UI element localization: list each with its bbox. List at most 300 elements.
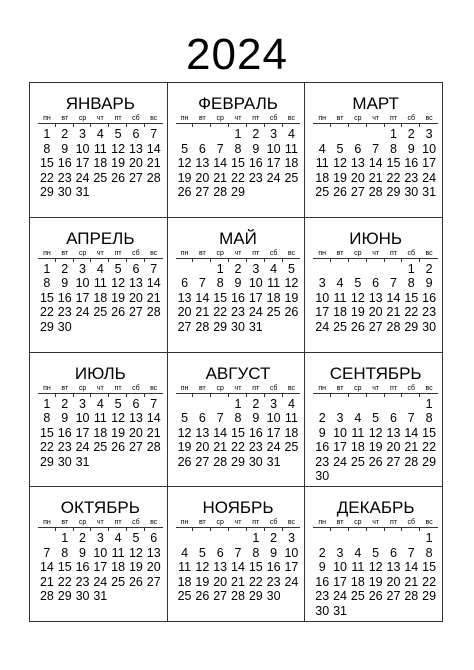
weekday-label: вт bbox=[61, 384, 69, 392]
day-cell: 20 bbox=[146, 560, 161, 575]
empty-cell bbox=[349, 397, 367, 412]
day-cell: 26 bbox=[368, 589, 383, 604]
day-grid bbox=[313, 127, 438, 200]
day-cell: 8 bbox=[43, 141, 51, 156]
weekday-label: пт bbox=[389, 249, 397, 257]
day-cell: 21 bbox=[195, 305, 210, 320]
day-cell: 18 bbox=[177, 574, 192, 589]
day-cell: 17 bbox=[75, 156, 90, 170]
day-cell: 20 bbox=[128, 425, 143, 440]
day-cell: 25 bbox=[315, 185, 330, 199]
day-cell: 8 bbox=[43, 276, 51, 291]
weekday-header bbox=[313, 115, 438, 123]
day-cell: 30 bbox=[57, 319, 72, 334]
day-cell: 24 bbox=[75, 440, 90, 454]
month-block bbox=[168, 83, 306, 218]
day-cell: 29 bbox=[422, 454, 437, 469]
empty-cell bbox=[176, 531, 194, 546]
weekday-label: сб bbox=[132, 249, 140, 257]
weekday-label: чт bbox=[234, 115, 242, 122]
day-cell: 12 bbox=[111, 411, 126, 425]
weekday-label: вс bbox=[287, 115, 295, 122]
weekday-header bbox=[176, 385, 301, 393]
weekday-label: чт bbox=[234, 384, 242, 392]
weekday-label: вс bbox=[150, 519, 158, 527]
day-cell: 12 bbox=[111, 276, 126, 291]
day-cell: 26 bbox=[177, 454, 192, 469]
day-cell: 11 bbox=[333, 290, 347, 305]
day-cell: 19 bbox=[177, 170, 192, 185]
day-cell: 11 bbox=[284, 141, 298, 156]
day-cell: 9 bbox=[407, 141, 415, 156]
day-cell: 10 bbox=[75, 276, 90, 291]
weekday-header bbox=[176, 250, 301, 258]
day-cell: 24 bbox=[333, 589, 347, 604]
day-cell: 3 bbox=[336, 545, 344, 560]
day-cell: 6 bbox=[389, 411, 397, 425]
day-cell: 5 bbox=[114, 261, 122, 276]
day-cell: 7 bbox=[389, 276, 397, 291]
day-grid bbox=[176, 262, 301, 335]
weekday-label: чт bbox=[96, 115, 104, 122]
day-cell: 1 bbox=[43, 396, 51, 411]
day-cell: 21 bbox=[146, 290, 161, 305]
day-cell: 29 bbox=[39, 185, 54, 199]
day-cell: 7 bbox=[150, 396, 158, 411]
day-cell: 31 bbox=[333, 603, 347, 618]
day-cell: 15 bbox=[39, 156, 54, 170]
day-cell: 12 bbox=[195, 560, 210, 575]
empty-cell bbox=[176, 127, 194, 142]
day-cell: 17 bbox=[284, 560, 299, 575]
day-cell: 13 bbox=[128, 141, 143, 156]
day-cell: 10 bbox=[333, 425, 347, 440]
day-cell: 29 bbox=[386, 185, 401, 199]
day-cell: 11 bbox=[93, 411, 107, 425]
day-cell: 7 bbox=[234, 545, 242, 560]
day-cell: 2 bbox=[270, 531, 278, 546]
empty-cell bbox=[313, 397, 331, 412]
day-cell: 3 bbox=[270, 127, 278, 141]
day-cell: 24 bbox=[333, 454, 347, 469]
empty-cell bbox=[331, 531, 349, 546]
day-cell: 19 bbox=[284, 290, 299, 305]
weekday-label: пт bbox=[389, 115, 397, 122]
day-grid bbox=[313, 397, 438, 484]
day-cell: 4 bbox=[354, 545, 362, 560]
day-cell: 25 bbox=[350, 454, 365, 469]
day-cell: 3 bbox=[96, 531, 104, 546]
day-cell: 12 bbox=[128, 545, 143, 560]
weekday-label: ср bbox=[216, 384, 224, 392]
day-cell: 9 bbox=[252, 411, 260, 425]
weekday-label: пн bbox=[318, 249, 327, 257]
day-cell: 2 bbox=[234, 261, 242, 276]
day-cell: 29 bbox=[404, 319, 419, 334]
day-cell: 23 bbox=[266, 574, 281, 589]
day-cell: 21 bbox=[213, 170, 228, 185]
day-cell: 5 bbox=[132, 531, 140, 546]
day-cell: 27 bbox=[128, 440, 143, 454]
weekday-label: пн bbox=[43, 249, 51, 257]
day-cell: 14 bbox=[195, 290, 210, 305]
weekday-label: пн bbox=[180, 384, 189, 392]
day-cell: 6 bbox=[150, 531, 158, 546]
weekday-label: чт bbox=[96, 519, 104, 527]
day-cell: 15 bbox=[39, 290, 54, 305]
day-cell: 28 bbox=[368, 185, 383, 199]
weekday-label: вт bbox=[61, 249, 69, 257]
day-cell: 10 bbox=[248, 276, 263, 291]
day-cell: 1 bbox=[61, 531, 69, 546]
day-cell: 3 bbox=[287, 531, 295, 546]
day-cell: 31 bbox=[75, 185, 90, 199]
day-cell: 16 bbox=[422, 290, 437, 305]
empty-cell bbox=[385, 531, 403, 546]
day-cell: 15 bbox=[422, 560, 437, 575]
day-cell: 2 bbox=[61, 396, 69, 411]
weekday-header bbox=[176, 519, 301, 527]
day-cell: 13 bbox=[128, 411, 143, 425]
day-cell: 22 bbox=[248, 574, 263, 589]
day-cell: 16 bbox=[248, 425, 263, 440]
weekday-label: сб bbox=[269, 115, 278, 122]
day-cell: 5 bbox=[181, 141, 189, 156]
day-cell: 23 bbox=[57, 440, 72, 454]
day-cell: 6 bbox=[389, 545, 397, 560]
day-cell: 25 bbox=[333, 319, 347, 334]
day-cell: 24 bbox=[284, 574, 299, 589]
day-cell: 16 bbox=[231, 290, 245, 305]
weekday-label: пн bbox=[43, 384, 51, 392]
weekday-label: пт bbox=[389, 384, 397, 392]
day-cell: 11 bbox=[351, 425, 365, 440]
empty-cell bbox=[331, 262, 349, 277]
empty-cell bbox=[313, 127, 331, 142]
day-cell: 5 bbox=[354, 276, 362, 291]
day-cell: 2 bbox=[61, 127, 69, 141]
day-cell: 25 bbox=[177, 589, 192, 604]
day-cell: 20 bbox=[213, 574, 228, 589]
empty-cell bbox=[176, 262, 194, 277]
day-cell: 28 bbox=[195, 319, 210, 334]
weekday-label: пн bbox=[318, 115, 327, 122]
day-cell: 10 bbox=[266, 141, 281, 156]
day-cell: 1 bbox=[407, 261, 415, 276]
day-cell: 7 bbox=[372, 141, 380, 156]
day-cell: 20 bbox=[350, 170, 365, 185]
day-cell: 12 bbox=[333, 156, 347, 170]
day-cell: 14 bbox=[368, 156, 383, 170]
day-cell: 1 bbox=[425, 531, 433, 546]
weekday-label: вс bbox=[425, 249, 433, 257]
day-cell: 13 bbox=[177, 290, 192, 305]
day-cell: 27 bbox=[128, 305, 143, 320]
day-cell: 2 bbox=[252, 127, 260, 141]
day-cell: 28 bbox=[213, 454, 228, 469]
day-cell: 16 bbox=[248, 156, 263, 170]
month-name: СЕНТЯБРЬ bbox=[329, 363, 422, 383]
day-cell: 13 bbox=[195, 425, 210, 440]
weekday-label: вт bbox=[336, 115, 344, 122]
day-cell: 1 bbox=[234, 127, 242, 141]
day-cell: 21 bbox=[404, 574, 419, 589]
day-cell: 13 bbox=[368, 290, 383, 305]
day-cell: 1 bbox=[425, 396, 433, 411]
day-cell: 29 bbox=[39, 454, 54, 469]
day-cell: 8 bbox=[389, 141, 397, 156]
day-cell: 3 bbox=[270, 396, 278, 411]
empty-cell bbox=[38, 531, 56, 546]
day-cell: 30 bbox=[75, 589, 90, 604]
day-cell: 22 bbox=[231, 170, 245, 185]
day-cell: 26 bbox=[284, 305, 299, 320]
day-cell: 1 bbox=[216, 261, 224, 276]
day-cell: 22 bbox=[404, 305, 419, 320]
day-cell: 2 bbox=[318, 411, 326, 425]
weekday-label: вс bbox=[287, 384, 295, 392]
weekday-label: сб bbox=[407, 384, 416, 392]
month-block bbox=[168, 353, 306, 488]
weekday-label: сб bbox=[407, 115, 416, 122]
day-cell: 30 bbox=[422, 319, 437, 334]
day-cell: 26 bbox=[111, 170, 126, 185]
day-cell: 21 bbox=[213, 440, 228, 454]
day-cell: 10 bbox=[315, 290, 330, 305]
weekday-label: вт bbox=[61, 115, 69, 122]
day-cell: 28 bbox=[213, 185, 228, 199]
day-cell: 24 bbox=[315, 319, 330, 334]
day-cell: 7 bbox=[150, 261, 158, 276]
day-cell: 20 bbox=[195, 170, 210, 185]
weekday-label: пт bbox=[114, 519, 122, 527]
day-cell: 22 bbox=[213, 305, 228, 320]
day-cell: 24 bbox=[266, 170, 281, 185]
day-cell: 31 bbox=[248, 319, 263, 334]
month-block bbox=[30, 353, 168, 488]
day-cell: 7 bbox=[407, 411, 415, 425]
day-cell: 5 bbox=[114, 127, 122, 141]
day-cell: 6 bbox=[198, 141, 206, 156]
day-cell: 27 bbox=[368, 319, 383, 334]
day-cell: 8 bbox=[407, 276, 415, 291]
day-cell: 8 bbox=[234, 411, 242, 425]
weekday-label: вс bbox=[150, 115, 158, 122]
day-cell: 11 bbox=[351, 560, 365, 575]
day-cell: 14 bbox=[39, 560, 54, 575]
day-cell: 6 bbox=[132, 396, 140, 411]
weekday-label: пт bbox=[252, 115, 260, 122]
empty-cell bbox=[367, 531, 385, 546]
weekday-label: пт bbox=[389, 519, 397, 527]
day-cell: 14 bbox=[146, 141, 161, 156]
empty-cell bbox=[193, 127, 211, 142]
day-cell: 5 bbox=[372, 411, 380, 425]
weekday-label: вт bbox=[198, 249, 206, 257]
weekday-label: пт bbox=[114, 115, 122, 122]
day-cell: 5 bbox=[372, 545, 380, 560]
day-cell: 26 bbox=[195, 589, 210, 604]
day-cell: 4 bbox=[96, 261, 104, 276]
weekday-label: чт bbox=[234, 249, 242, 257]
day-cell: 28 bbox=[39, 589, 54, 604]
weekday-label: пн bbox=[180, 249, 189, 257]
day-cell: 15 bbox=[422, 425, 437, 440]
day-cell: 30 bbox=[315, 469, 330, 483]
weekday-label: чт bbox=[96, 249, 104, 257]
day-cell: 18 bbox=[284, 425, 299, 440]
day-cell: 18 bbox=[315, 170, 330, 185]
day-cell: 16 bbox=[57, 156, 72, 170]
weekday-label: вт bbox=[198, 519, 206, 527]
weekday-header bbox=[38, 519, 163, 527]
day-cell: 7 bbox=[198, 276, 206, 291]
day-cell: 25 bbox=[93, 305, 108, 320]
day-cell: 23 bbox=[231, 305, 245, 320]
day-cell: 19 bbox=[195, 574, 210, 589]
day-cell: 8 bbox=[252, 545, 260, 560]
day-cell: 9 bbox=[79, 545, 86, 560]
weekday-label: сб bbox=[132, 384, 140, 392]
day-cell: 20 bbox=[128, 156, 143, 170]
day-cell: 23 bbox=[57, 170, 72, 185]
day-cell: 2 bbox=[407, 127, 415, 141]
day-cell: 4 bbox=[287, 396, 295, 411]
day-cell: 19 bbox=[128, 560, 143, 575]
day-cell: 3 bbox=[336, 411, 344, 425]
weekday-label: чт bbox=[96, 384, 104, 392]
day-cell: 9 bbox=[61, 141, 69, 156]
day-cell: 30 bbox=[404, 185, 419, 199]
day-cell: 1 bbox=[252, 531, 260, 546]
empty-cell bbox=[385, 397, 403, 412]
day-cell: 10 bbox=[75, 141, 90, 156]
day-grid bbox=[176, 397, 301, 470]
weekday-label: пт bbox=[252, 384, 260, 392]
weekday-label: пт bbox=[252, 519, 260, 527]
day-cell: 3 bbox=[425, 127, 433, 141]
day-cell: 16 bbox=[315, 574, 330, 589]
day-cell: 7 bbox=[150, 127, 158, 141]
weekday-header bbox=[313, 250, 438, 258]
day-cell: 27 bbox=[177, 319, 192, 334]
day-cell: 28 bbox=[146, 440, 161, 454]
day-cell: 15 bbox=[386, 156, 401, 170]
day-cell: 21 bbox=[146, 156, 161, 170]
day-cell: 23 bbox=[75, 574, 90, 589]
day-cell: 29 bbox=[57, 589, 72, 604]
day-cell: 27 bbox=[386, 454, 401, 469]
day-cell: 9 bbox=[318, 425, 326, 440]
day-cell: 10 bbox=[93, 545, 108, 560]
day-grid bbox=[176, 127, 301, 200]
day-cell: 11 bbox=[93, 141, 107, 156]
day-cell: 29 bbox=[231, 185, 245, 199]
day-cell: 21 bbox=[386, 305, 401, 320]
empty-cell bbox=[193, 262, 211, 277]
day-cell: 4 bbox=[96, 127, 104, 141]
day-cell: 17 bbox=[333, 574, 347, 589]
day-cell: 22 bbox=[39, 440, 54, 454]
day-cell: 9 bbox=[318, 560, 326, 575]
day-cell: 12 bbox=[177, 425, 192, 440]
month-block bbox=[305, 218, 443, 353]
day-cell: 31 bbox=[422, 185, 437, 199]
day-cell: 26 bbox=[128, 574, 143, 589]
day-cell: 2 bbox=[425, 261, 433, 276]
day-cell: 1 bbox=[234, 396, 242, 411]
day-cell: 26 bbox=[350, 319, 365, 334]
day-cell: 18 bbox=[93, 290, 108, 305]
weekday-label: чт bbox=[372, 519, 380, 527]
day-cell: 5 bbox=[198, 545, 206, 560]
weekday-label: вт bbox=[198, 384, 206, 392]
month-block bbox=[305, 487, 443, 622]
day-cell: 3 bbox=[318, 276, 326, 291]
month-block bbox=[30, 218, 168, 353]
day-cell: 1 bbox=[43, 261, 51, 276]
empty-cell bbox=[367, 397, 385, 412]
day-cell: 15 bbox=[248, 560, 263, 575]
day-cell: 31 bbox=[266, 454, 281, 469]
day-cell: 9 bbox=[61, 411, 69, 425]
day-cell: 22 bbox=[422, 574, 437, 589]
day-cell: 26 bbox=[111, 305, 126, 320]
day-cell: 15 bbox=[231, 156, 245, 170]
empty-cell bbox=[349, 262, 367, 277]
day-cell: 7 bbox=[216, 411, 224, 425]
day-cell: 26 bbox=[368, 454, 383, 469]
day-cell: 9 bbox=[270, 545, 278, 560]
day-cell: 22 bbox=[231, 440, 245, 454]
month-name: МАРТ bbox=[352, 94, 399, 113]
weekday-header bbox=[176, 115, 301, 123]
day-cell: 16 bbox=[57, 290, 72, 305]
day-cell: 12 bbox=[368, 560, 383, 575]
day-cell: 18 bbox=[266, 290, 281, 305]
day-cell: 18 bbox=[111, 560, 126, 575]
weekday-header bbox=[313, 385, 438, 393]
day-cell: 8 bbox=[425, 411, 433, 425]
day-cell: 29 bbox=[422, 589, 437, 604]
weekday-label: ср bbox=[78, 115, 87, 122]
day-cell: 14 bbox=[213, 425, 228, 440]
empty-cell bbox=[331, 127, 349, 142]
day-cell: 27 bbox=[350, 185, 365, 199]
day-cell: 2 bbox=[252, 396, 260, 411]
day-cell: 2 bbox=[79, 531, 86, 546]
day-cell: 17 bbox=[75, 425, 90, 440]
weekday-label: чт bbox=[372, 249, 380, 257]
day-cell: 27 bbox=[128, 170, 143, 185]
weekday-label: ср bbox=[354, 249, 362, 257]
day-cell: 7 bbox=[407, 545, 415, 560]
day-cell: 15 bbox=[231, 425, 245, 440]
day-cell: 19 bbox=[111, 156, 126, 170]
empty-cell bbox=[193, 531, 211, 546]
month-block bbox=[30, 83, 168, 218]
day-cell: 16 bbox=[404, 156, 419, 170]
day-cell: 28 bbox=[231, 589, 245, 604]
day-cell: 5 bbox=[336, 141, 344, 156]
day-cell: 6 bbox=[132, 261, 140, 276]
day-cell: 3 bbox=[79, 396, 86, 411]
weekday-label: сб bbox=[132, 519, 140, 527]
empty-cell bbox=[211, 127, 229, 142]
day-cell: 17 bbox=[422, 156, 437, 170]
day-cell: 27 bbox=[146, 574, 161, 589]
day-cell: 29 bbox=[248, 589, 263, 604]
